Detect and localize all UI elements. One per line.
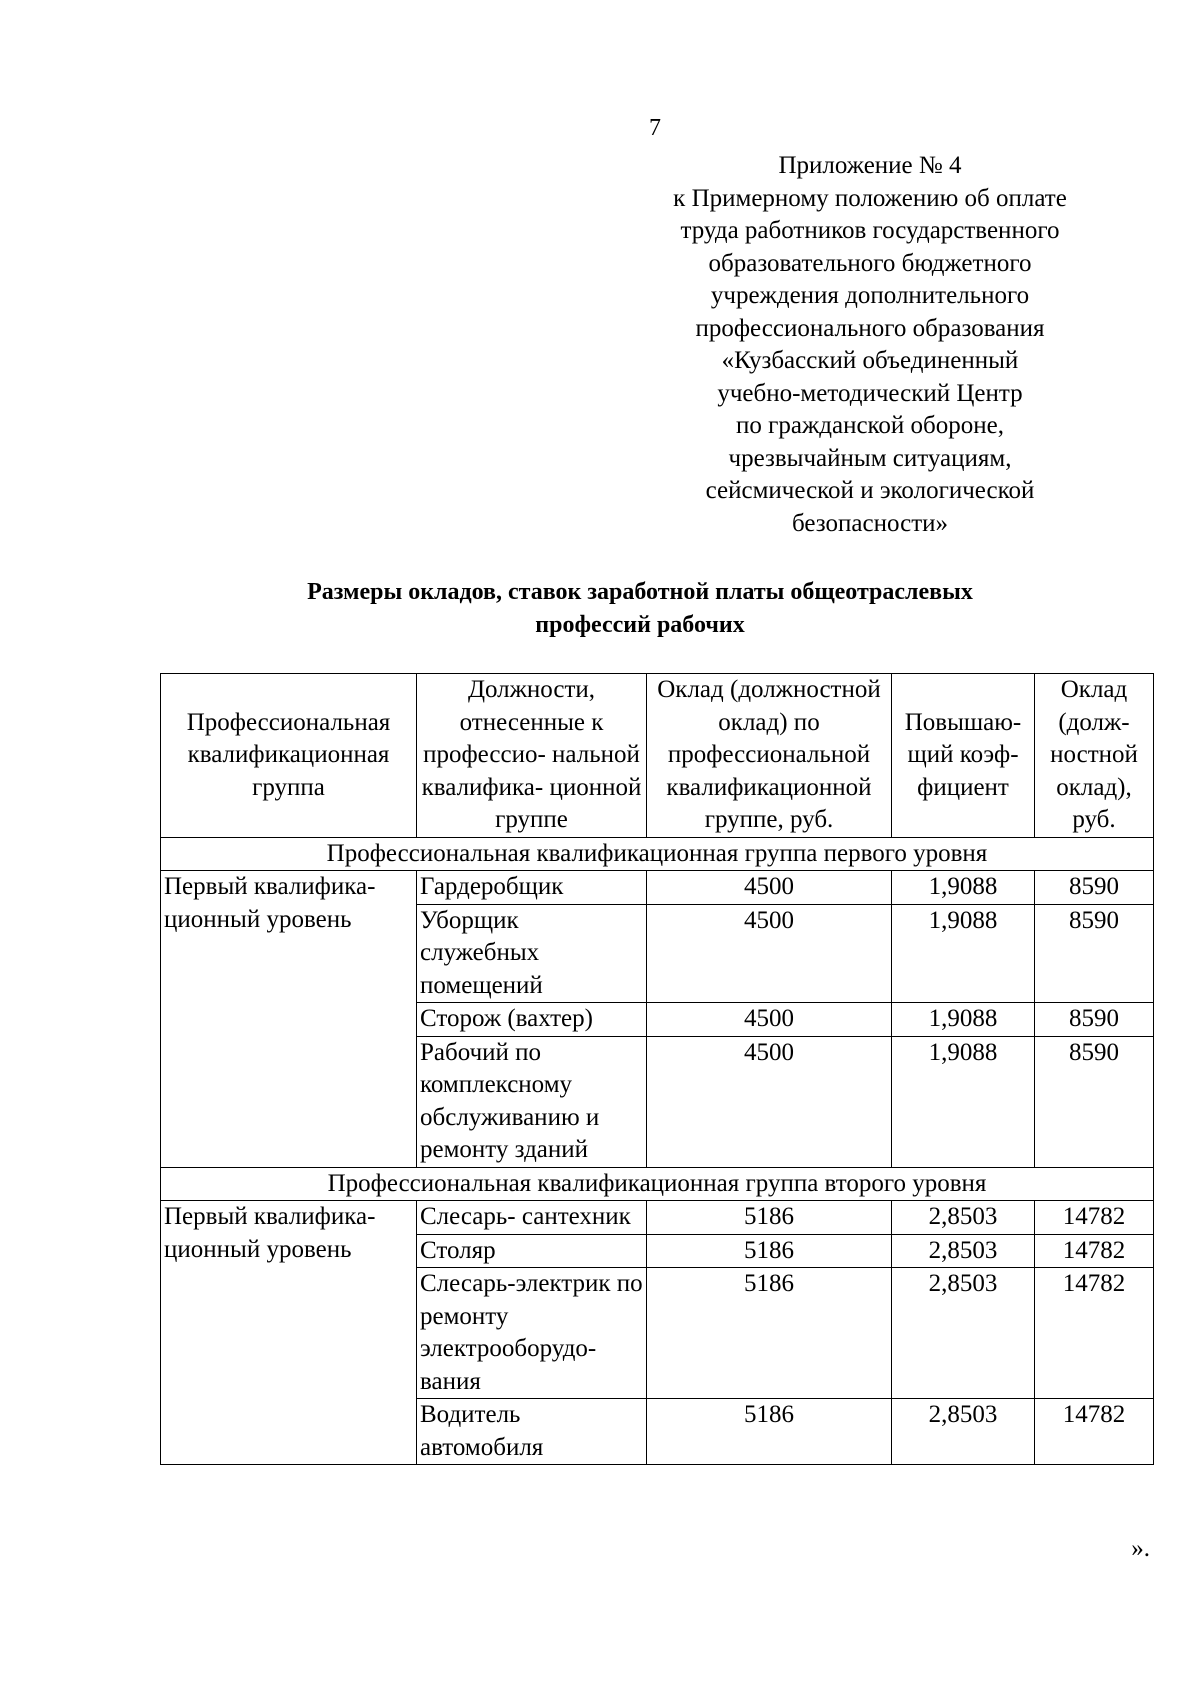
document-title <box>160 576 1120 642</box>
table-row <box>161 1201 1154 1235</box>
appendix-line: труда работников государственного <box>680 217 1060 244</box>
salary-rates-table <box>160 673 1154 1465</box>
section-row <box>161 837 1154 871</box>
position-cell: Водитель автомобиля <box>417 1399 647 1465</box>
appendix-line: профессионального образования <box>695 314 1045 342</box>
coefficient-cell: 1,9088 <box>892 1036 1035 1167</box>
final-salary-cell: 8590 <box>1035 1036 1154 1167</box>
appendix-line: к Примерному положению об оплате <box>673 184 1067 212</box>
header-positions: Должности, отнесенные к профессио- нальной квалифика- ционной группе <box>417 674 647 838</box>
header-group: Профессиональная квалификационная группа <box>161 674 417 838</box>
position-cell: Рабочий по комплексному обслуживанию и ремонту зданий <box>417 1036 647 1167</box>
position-cell: Уборщик служебных помещений <box>417 904 647 1003</box>
appendix-line: сейсмической и экологической <box>705 477 1035 504</box>
coefficient-cell: 2,8503 <box>892 1234 1035 1268</box>
table-header-row <box>161 674 1154 838</box>
appendix-line: образовательного бюджетного <box>708 249 1032 277</box>
salary-cell: 4500 <box>647 1036 892 1167</box>
final-salary-cell: 8590 <box>1035 904 1154 1003</box>
final-salary-cell: 8590 <box>1035 1003 1154 1037</box>
qualification-level: Первый квалифика- ционный уровень <box>161 871 417 1168</box>
appendix-line: Приложение № 4 <box>778 152 962 179</box>
salary-cell: 5186 <box>647 1399 892 1465</box>
coefficient-cell: 1,9088 <box>892 1003 1035 1037</box>
section-title: Профессиональная квалификационная группа первого уровня <box>161 837 1154 871</box>
qualification-level: Первый квалифика- ционный уровень <box>161 1201 417 1465</box>
position-cell: Гардеробщик <box>417 871 647 905</box>
position-cell: Сторож (вахтер) <box>417 1003 647 1037</box>
final-salary-cell: 8590 <box>1035 871 1154 905</box>
salary-cell: 5186 <box>647 1201 892 1235</box>
document-title-line: Размеры окладов, ставок заработной платы общеотраслевых <box>307 579 973 605</box>
salary-cell: 5186 <box>647 1234 892 1268</box>
position-cell: Слесарь- сантехник <box>417 1201 647 1235</box>
salary-cell: 4500 <box>647 904 892 1003</box>
page-number: 7 <box>649 115 661 141</box>
header-coefficient: Повышаю- щий коэф- фициент <box>892 674 1035 838</box>
final-salary-cell: 14782 <box>1035 1268 1154 1399</box>
closing-quote: ». <box>1131 1535 1150 1562</box>
salary-cell: 4500 <box>647 1003 892 1037</box>
appendix-line: учебно-методический Центр <box>717 379 1023 407</box>
position-cell: Слесарь-электрик по ремонту электрооборудо- вания <box>417 1268 647 1399</box>
final-salary-cell: 14782 <box>1035 1399 1154 1465</box>
appendix-line: безопасности» <box>792 509 948 537</box>
coefficient-cell: 1,9088 <box>892 904 1035 1003</box>
coefficient-cell: 2,8503 <box>892 1399 1035 1465</box>
salary-cell: 5186 <box>647 1268 892 1399</box>
salary-cell: 4500 <box>647 871 892 905</box>
final-salary-cell: 14782 <box>1035 1234 1154 1268</box>
coefficient-cell: 2,8503 <box>892 1268 1035 1399</box>
final-salary-cell: 14782 <box>1035 1201 1154 1235</box>
section-row <box>161 1167 1154 1201</box>
appendix-line: чрезвычайным ситуациям, <box>728 444 1012 472</box>
document-title-line: профессий рабочих <box>535 612 745 638</box>
coefficient-cell: 2,8503 <box>892 1201 1035 1235</box>
position-cell: Столяр <box>417 1234 647 1268</box>
appendix-line: «Кузбасский объединенный <box>721 347 1019 374</box>
section-title: Профессиональная квалификационная группа второго уровня <box>161 1167 1154 1201</box>
table-row <box>161 871 1154 905</box>
appendix-header <box>640 150 1100 540</box>
appendix-line: по гражданской обороне, <box>736 412 1004 439</box>
coefficient-cell: 1,9088 <box>892 871 1035 905</box>
header-final-salary: Оклад (долж- ностной оклад), руб. <box>1035 674 1154 838</box>
header-base-salary: Оклад (должностной оклад) по профессиональной квалификационной группе, руб. <box>647 674 892 838</box>
appendix-line: учреждения дополнительного <box>710 282 1030 309</box>
